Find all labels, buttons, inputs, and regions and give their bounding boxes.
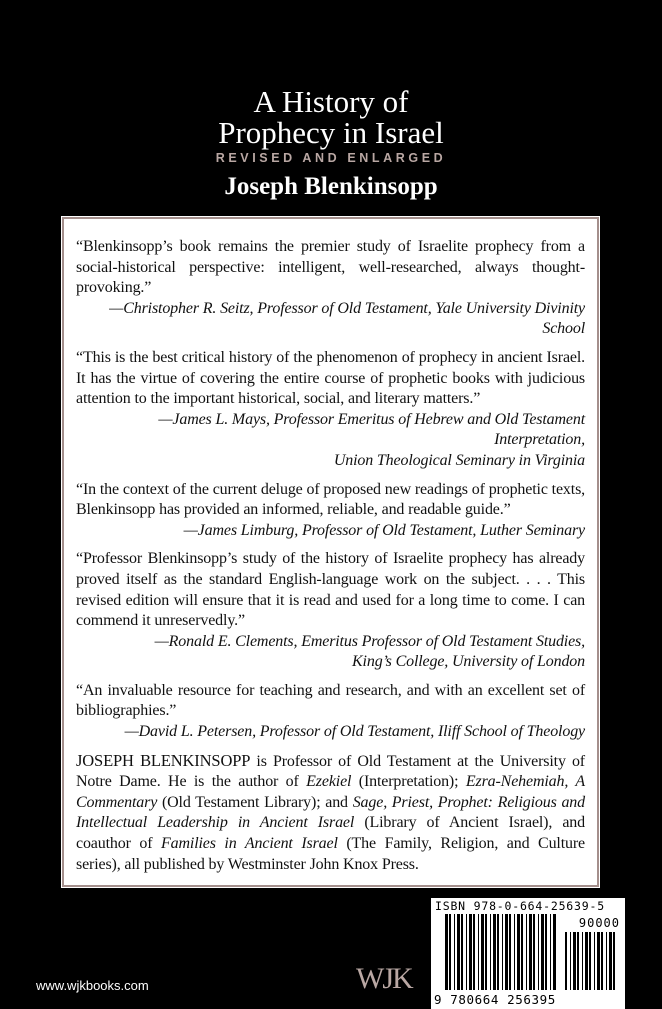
ean-digits: 9 780664 256395 <box>434 992 556 1007</box>
barcode-bar <box>553 914 556 990</box>
blurb-attribution: —James Limburg, Professor of Old Testament, Luther Seminary <box>183 521 585 539</box>
book-ref: Sage, Priest, Prophet: Religious and Intellectual Leadership in Ancient Israel <box>76 793 586 832</box>
blurb-quote: “In the context of the current deluge of proposed new readings of prophetic texts, Blenkinsopp has provided an informed, reliable, and readable guide.” <box>76 480 585 519</box>
edition-subtitle: REVISED AND ENLARGED <box>215 151 447 165</box>
barcode-bar <box>597 932 600 990</box>
barcode-bar <box>582 932 583 990</box>
book-ref: Ezekiel <box>306 773 352 791</box>
author-bio: JOSEPH BLENKINSOPP is Professor of Old Testament at the University of Notre Dame. He is the author of Ezekiel (Interpretation); Ezra-Nehemiah, A Commentary (Old Testament Library); and Sage, Priest, Prophet: Religious and Intellectual Leadership in Ancient Israel (Library of Ancient Israel), and coauthor of Families in Ancient Israel (The Family, Religion, and Culture series), all published by Westminster John Knox Press. <box>76 750 586 873</box>
barcode-bar <box>529 914 532 990</box>
barcode-bar <box>545 914 547 990</box>
author-name: Joseph Blenkinsopp <box>224 173 438 200</box>
blurb-quote: “Professor Blenkinsopp’s study of the history of Israelite prophecy has already proved itself as the standard English-language work on the subject. . . . This revised edition will ensure that it is read and used for a long time to come. I can commend it unreservedly.” <box>76 550 585 630</box>
blurb-panel <box>61 216 600 888</box>
bio-name: JOSEPH BLENKINSOPP <box>76 750 251 770</box>
barcode-bar <box>565 932 567 990</box>
barcode-bar <box>457 914 460 990</box>
barcode-bar <box>481 914 484 990</box>
barcode-bar <box>577 932 579 990</box>
barcode-bar <box>521 914 523 990</box>
price-addon: 90000 <box>578 916 620 930</box>
barcode-bar <box>601 932 603 990</box>
barcode-bar <box>497 914 499 990</box>
blurb-attribution: —James L. Mays, Professor Emeritus of Hebrew and Old Testament Interpretation, Union Theological Seminary in Virginia <box>158 410 585 469</box>
isbn-label: ISBN 978-0-664-25639-5 <box>435 899 605 913</box>
publisher-url: www.wjkbooks.com <box>36 978 149 993</box>
blurb-quote: “An invaluable resource for teaching and research, and with an excellent set of bibliographies.” <box>76 681 585 720</box>
barcode-bar <box>454 914 455 990</box>
barcode-bar <box>466 914 467 990</box>
barcode-bar <box>585 932 588 990</box>
barcode-bar <box>570 932 571 990</box>
book-title-line-2: Prophecy in Israel <box>218 115 444 150</box>
barcode-bar <box>485 914 487 990</box>
barcode-bar <box>606 932 607 990</box>
barcode-bar <box>461 914 463 990</box>
barcode-bar <box>490 914 491 990</box>
barcode-bar <box>502 914 503 990</box>
barcode-bar <box>538 914 539 990</box>
barcode-bar <box>445 914 448 990</box>
barcode-bar <box>550 914 551 990</box>
barcode-bar <box>594 932 595 990</box>
book-title-line-1: A History of <box>253 84 409 119</box>
isbn-barcode <box>431 898 625 1009</box>
barcode-bar <box>541 914 544 990</box>
barcode-bar <box>573 932 576 990</box>
barcode-bar <box>609 932 612 990</box>
barcode-bar <box>526 914 527 990</box>
book-ref: Ezra-Nehemiah, A Commentary <box>76 773 585 811</box>
barcode-bar <box>517 914 520 990</box>
barcode-bar <box>469 914 472 990</box>
barcode-bar <box>493 914 496 990</box>
blurb-quote: “This is the best critical history of the phenomenon of prophecy in ancient Israel. It has the virtue of covering the entire course of prophetic books with judicious attention to the important historical, social, and literary matters.” <box>76 348 585 408</box>
blurb-list <box>76 237 585 743</box>
barcode-bar <box>589 932 591 990</box>
blurb-attribution: —Christopher R. Seitz, Professor of Old Testament, Yale University Divinity School <box>109 299 585 338</box>
blurb-attribution: —David L. Petersen, Professor of Old Testament, Iliff School of Theology <box>124 723 585 741</box>
barcode-bar <box>505 914 508 990</box>
barcode-bar <box>514 914 515 990</box>
barcode-bar <box>478 914 479 990</box>
barcode-bar <box>509 914 511 990</box>
barcode-bar <box>613 932 615 990</box>
blurb-attribution: —Ronald E. Clements, Emeritus Professor of Old Testament Studies, King’s College, University of London <box>154 632 585 671</box>
barcode-bar <box>533 914 535 990</box>
publisher-logo: WJK <box>356 962 412 995</box>
barcode-bar <box>473 914 475 990</box>
blurb-quote: “Blenkinsopp’s book remains the premier study of Israelite prophecy from a social-historical perspective: intelligent, well-researched, always thought-provoking.” <box>76 238 585 297</box>
book-ref: Families in Ancient Israel <box>161 835 338 853</box>
barcode-bar <box>449 914 451 990</box>
